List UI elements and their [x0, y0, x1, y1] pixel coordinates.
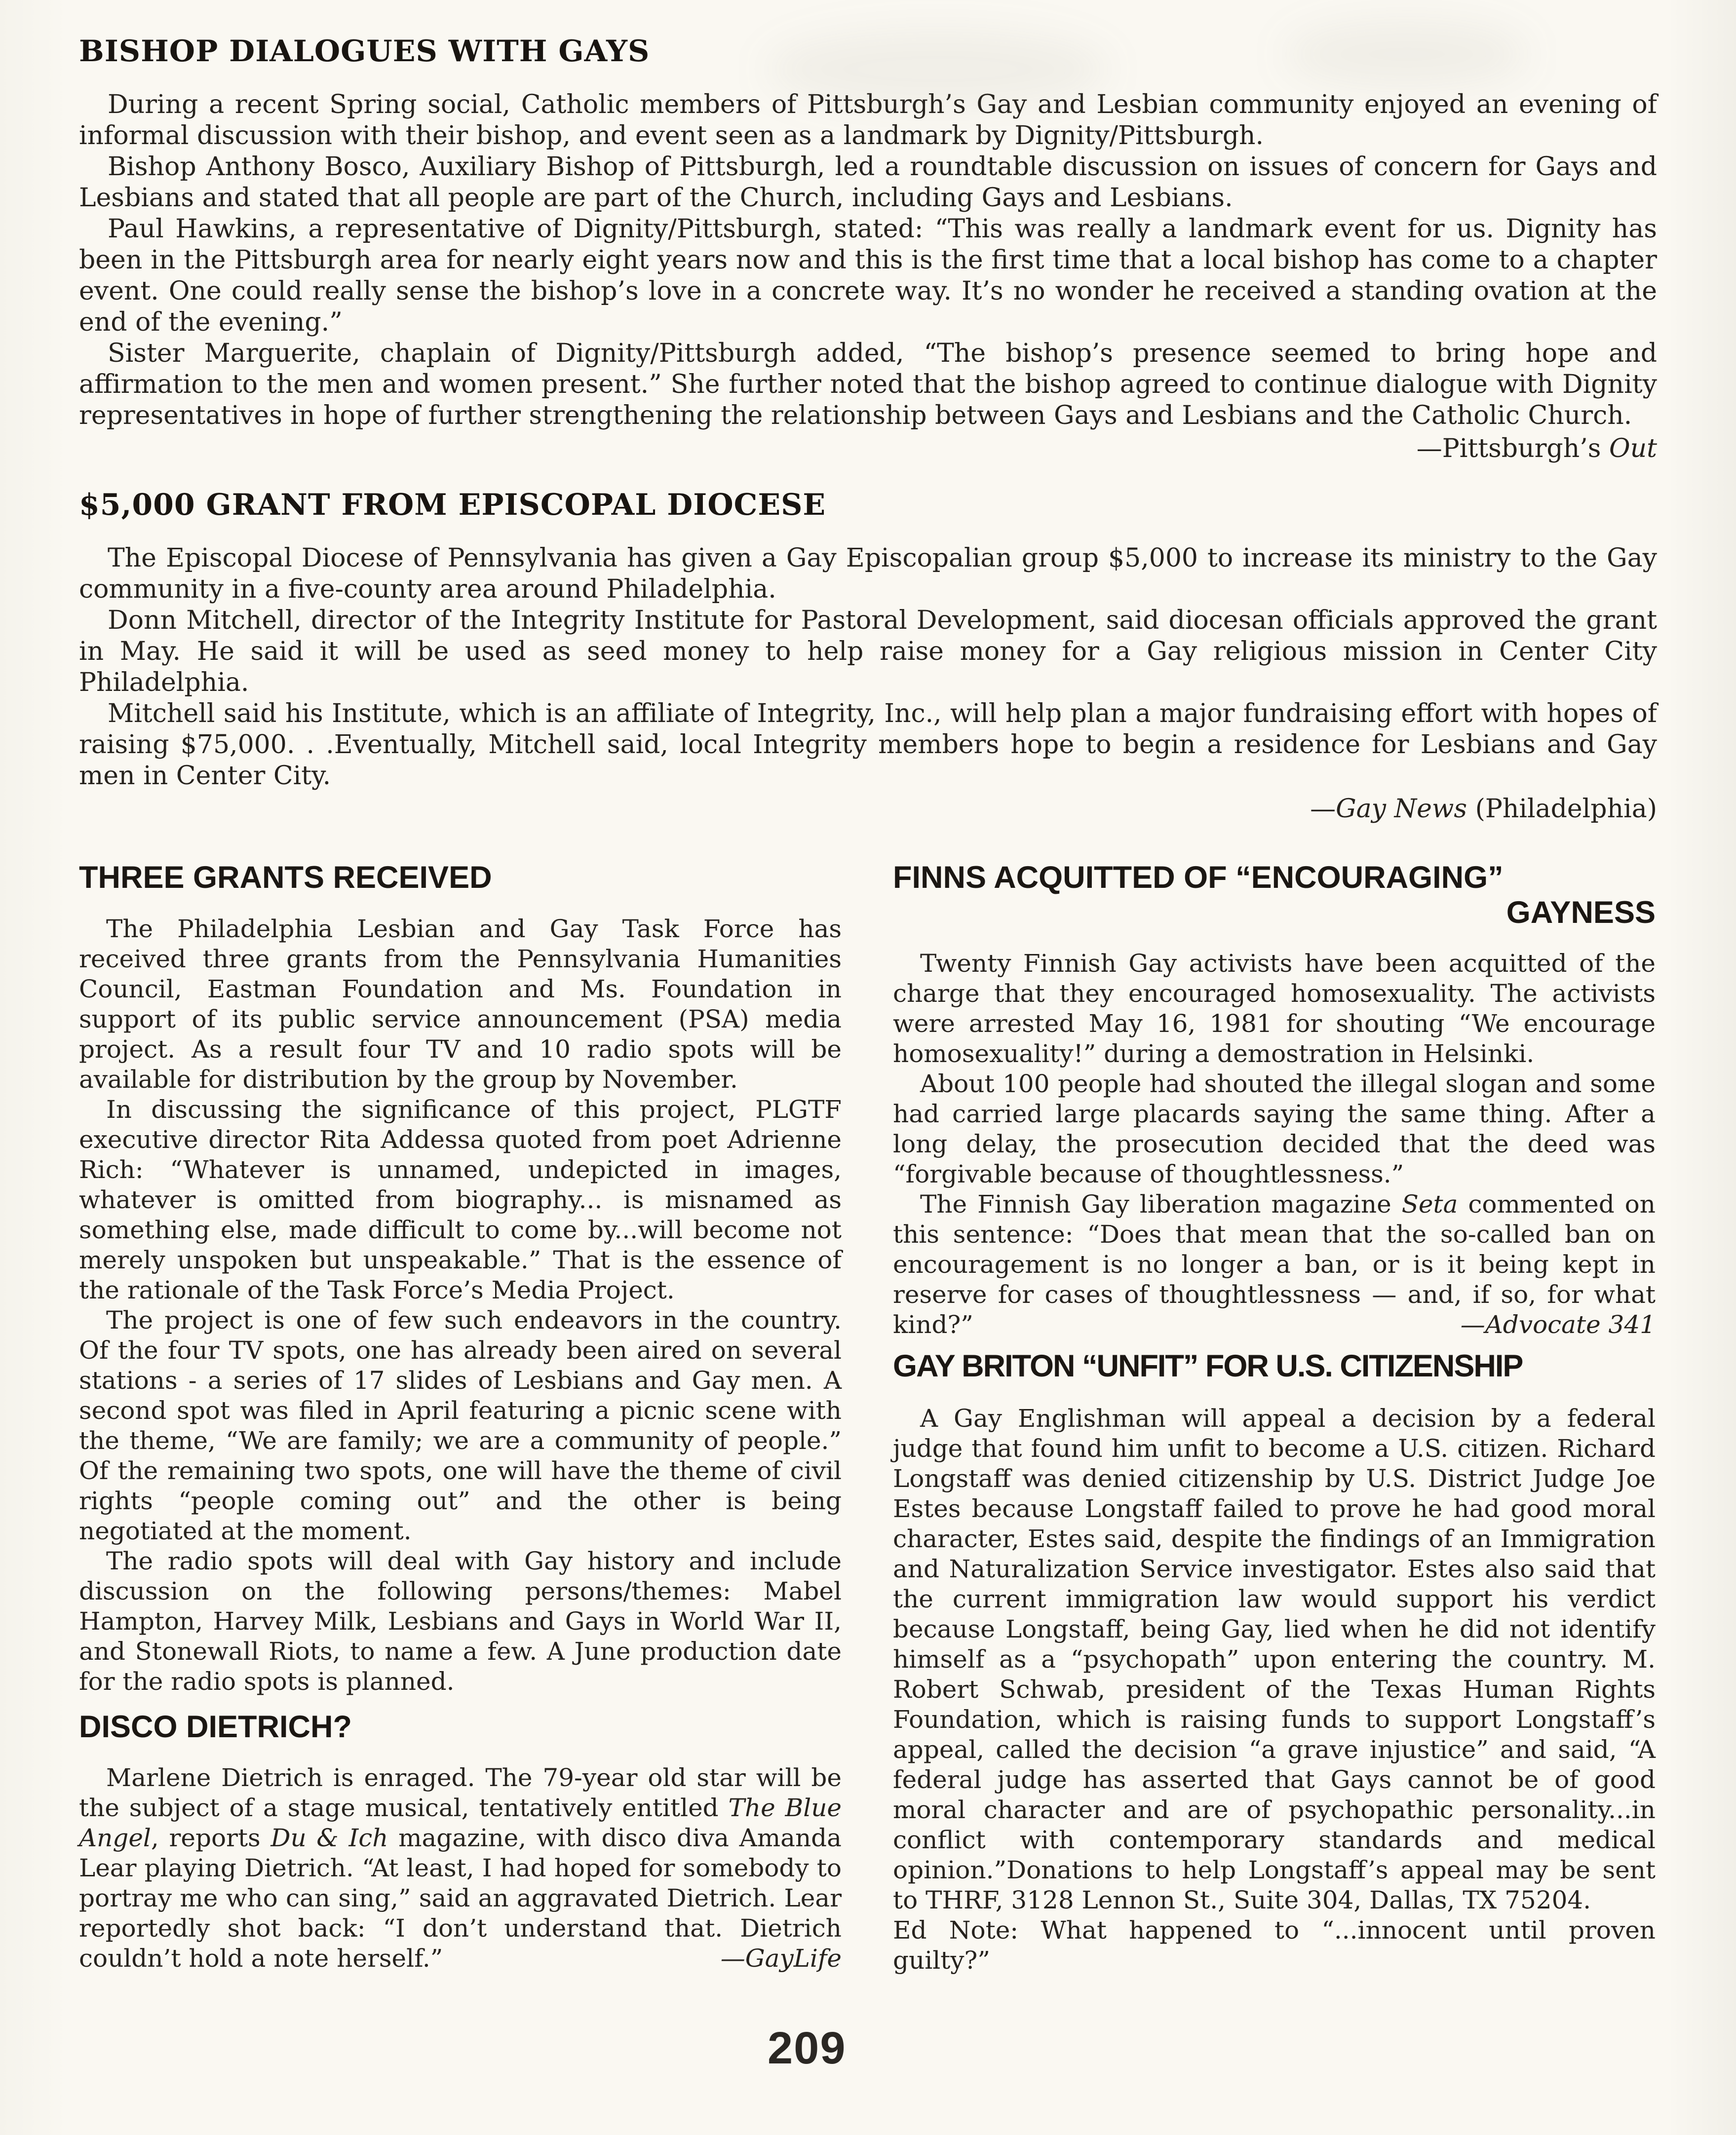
article-three-grants-paragraph: In discussing the significance of this project, PLGTF executive director Rita Addessa quoted from poet Adrienne Rich: “Whatever is unnamed, undepicted in images, whatever is omitted from biography... is misnamed as something else, made difficult to come by...will become not merely unspoken but unspeakable.” That is the essence of the rationale of the Task Force’s Media Project. [79, 1095, 842, 1304]
article-grant-paragraph: Mitchell said his Institute, which is an affiliate of Integrity, Inc., will help plan a major fundraising effort with hopes of raising $75,000. . .Eventually, Mitchell said, local Integrity members hope to begin a residence for Lesbians and Gay men in Center City. [79, 699, 1657, 791]
article-bishop-dialogues [79, 35, 1657, 464]
article-grant-paragraph: The Episcopal Diocese of Pennsylvania has given a Gay Episcopalian group $5,000 to increase its ministry to the Gay community in a five-county area around Philadelphia. [79, 543, 1657, 604]
article-bishop-title: BISHOP DIALOGUES WITH GAYS [79, 34, 650, 69]
article-finns-paragraph: The Finnish Gay liberation magazine Seta commented on this sentence: “Does that mean that the so-called ban on encouragement is no longer a ban, or is it being kept in reserve for cases of thoughtlessness — and, if so, for what kind?” [893, 1190, 1656, 1339]
article-bishop-paragraph: Sister Marguerite, chaplain of Dignity/Pittsburgh added, “The bishop’s presence seemed to bring hope and affirmation to the men and women present.” She further noted that the bishop agreed to continue dialogue with Dignity representatives in hope of further strengthening the relationship between Gays and Lesbians and the Catholic Church. [79, 339, 1657, 430]
article-bishop-paragraph: Bishop Anthony Bosco, Auxiliary Bishop of Pittsburgh, led a roundtable discussion on issues of concern for Gays and Lesbians and stated that all people are part of the Church, including Gays and Lesbians. [79, 152, 1657, 213]
right-column [893, 860, 1656, 1976]
article-finns-title-line2: GAYNESS [1506, 895, 1656, 930]
article-disco-paragraph: Marlene Dietrich is enraged. The 79-year old star will be the subject of a stage musical, tentatively entitled The Blue Angel, reports Du & Ich magazine, with disco diva Amanda Lear playing Dietrich. “At least, I had hoped for somebody to portray me who can sing,” said an aggravated Dietrich. Lear reportedly shot back: “I don’t understand that. Dietrich couldn’t hold a note herself.” [79, 1763, 842, 1973]
article-bishop-paragraph: During a recent Spring social, Catholic members of Pittsburgh’s Gay and Lesbian community enjoyed an evening of informal discussion with their bishop, and event seen as a landmark by Dignity/Pittsburgh. [79, 90, 1657, 151]
two-column-layout [79, 860, 1657, 1976]
article-disco-dietrich [79, 1710, 842, 1974]
article-bishop-attribution: —Pittsburgh’s Out [1416, 434, 1657, 463]
article-briton-title: GAY BRITON “UNFIT” FOR U.S. CITIZENSHIP [893, 1349, 1523, 1384]
article-three-grants-paragraph: The project is one of few such endeavors in the country. Of the four TV spots, one has already been aired on several stations - a series of 17 slides of Lesbians and Gay men. A second spot was filed in April featuring a picnic scene with the theme, “We are family; we are a community of people.” Of the remaining two spots, one will have the theme of civil rights “people coming out” and the other is being negotiated at the moment. [79, 1305, 842, 1545]
editor-note: Ed Note: What happened to “...innocent until proven guilty?” [893, 1915, 1656, 1975]
article-bishop-paragraph: Paul Hawkins, a representative of Dignity/Pittsburgh, stated: “This was really a landmark event for us. Dignity has been in the Pittsburgh area for nearly eight years now and this is the first time that a local bishop has come to a chapter event. One could really sense the bishop’s love in a concrete way. It’s no wonder he received a standing ovation at the end of the evening.” [79, 214, 1657, 337]
left-column [79, 860, 842, 1976]
article-grant-title: $5,000 GRANT FROM EPISCOPAL DIOCESE [79, 488, 826, 522]
article-disco-title: DISCO DIETRICH? [79, 1709, 352, 1744]
article-three-grants [79, 860, 842, 1697]
article-grant-paragraph: Donn Mitchell, director of the Integrity Institute for Pastoral Development, said diocesan officials approved the grant in May. He said it will be used as seed money to help raise money for a Gay religious mission in Center City Philadelphia. [79, 606, 1657, 697]
article-three-grants-title: THREE GRANTS RECEIVED [79, 860, 492, 895]
article-grant [79, 488, 1657, 825]
article-finns-attribution: —Advocate 341 [1460, 1310, 1656, 1339]
article-finns-paragraph: About 100 people had shouted the illegal slogan and some had carried large placards saying the same thing. After a long delay, the prosecution decided that the deed was “forgivable because of thoughtlessness.” [893, 1069, 1656, 1189]
article-gay-briton [893, 1349, 1656, 1976]
article-finns-title [893, 860, 1656, 930]
article-finns-title-line1: FINNS ACQUITTED OF “ENCOURAGING” [893, 860, 1504, 895]
article-three-grants-paragraph: The Philadelphia Lesbian and Gay Task Force has received three grants from the Pennsylvania Humanities Council, Eastman Foundation and Ms. Foundation in support of its public service announcement (PSA) media project. As a result four TV and 10 radio spots will be available for distribution by the group by November. [79, 914, 842, 1094]
article-briton-paragraph: A Gay Englishman will appeal a decision by a federal judge that found him unfit to become a U.S. citizen. Richard Longstaff was denied citizenship by U.S. District Judge Joe Estes because Longstaff failed to prove he had good moral character, Estes said, despite the findings of an Immigration and Naturalization Service investigator. Estes also said that the current immigration law would support his verdict because Longstaff, being Gay, lied when he did not identify himself as a “psychopath” upon entering the country. M. Robert Schwab, president of the Texas Human Rights Foundation, which is raising funds to support Longstaff’s appeal, called the decision “a grave injustice” and said, “A federal judge has asserted that Gays cannot be of good moral character and are of psychopathic personality...in conflict with contemporary standards and medical opinion.”Donations to help Longstaff’s appeal may be sent to THRF, 3128 Lennon St., Suite 304, Dallas, TX 75204. [893, 1404, 1656, 1914]
page-number: 209 [768, 2023, 847, 2073]
article-disco-attribution: —GayLife [720, 1944, 842, 1973]
article-grant-attribution: —Gay News (Philadelphia) [1310, 794, 1657, 824]
article-finns-paragraph: Twenty Finnish Gay activists have been acquitted of the charge that they encouraged homosexuality. The activists were arrested May 16, 1981 for shouting “We encourage homosexuality!” during a demostration in Helsinki. [893, 949, 1656, 1068]
article-three-grants-paragraph: The radio spots will deal with Gay history and include discussion on the following persons/themes: Mabel Hampton, Harvey Milk, Lesbians and Gays in World War II, and Stonewall Riots, to name a few. A June production date for the radio spots is planned. [79, 1546, 842, 1696]
article-finns [893, 860, 1656, 1340]
